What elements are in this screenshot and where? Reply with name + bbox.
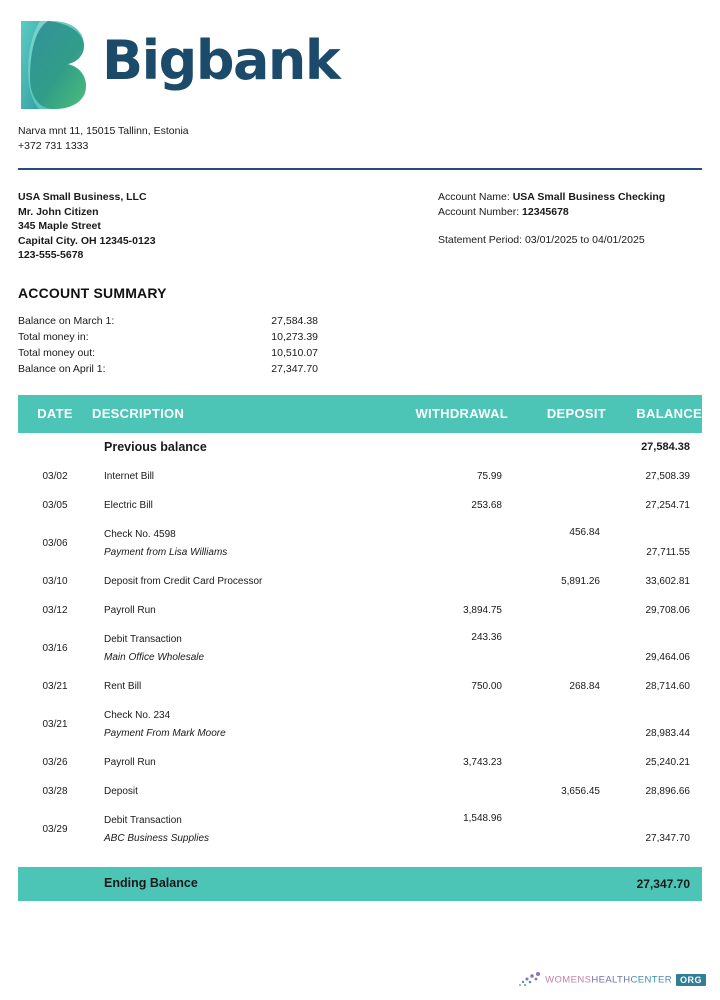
spacer-cell <box>18 853 92 867</box>
transactions-table-body <box>18 433 702 901</box>
cell-withdrawal <box>388 567 508 596</box>
cell-withdrawal: 3,894.75 <box>463 604 502 616</box>
cell-withdrawal: 1,548.96 <box>463 812 502 824</box>
cell-withdrawal <box>388 433 508 462</box>
watermark-part1: WOMENS <box>545 974 592 986</box>
table-row <box>18 806 702 853</box>
parties-section <box>0 170 720 263</box>
cell-deposit <box>508 806 606 853</box>
summary-label: Total money out: <box>18 346 96 359</box>
bank-name: Bigbank <box>102 29 340 92</box>
customer-address-block <box>18 190 438 263</box>
table-row <box>18 520 702 567</box>
statement-header <box>0 0 720 112</box>
description-main: Internet Bill <box>104 470 155 482</box>
cell-date: 03/16 <box>42 642 68 654</box>
statement-period-label: Statement Period: <box>438 234 523 246</box>
customer-line: Mr. John Citizen <box>18 205 99 218</box>
cell-deposit <box>508 701 606 748</box>
cell-description <box>92 625 388 672</box>
cell-date <box>18 867 92 901</box>
summary-row <box>18 329 702 345</box>
cell-withdrawal <box>388 701 508 748</box>
summary-label: Balance on March 1: <box>18 314 115 327</box>
cell-deposit: 3,656.45 <box>561 785 600 797</box>
cell-balance: 27,254.71 <box>645 499 690 511</box>
summary-value: 10,273.39 <box>271 330 318 343</box>
table-row <box>18 701 702 748</box>
spacer-cell <box>606 853 702 867</box>
table-row <box>18 672 702 701</box>
account-summary-section <box>0 263 720 377</box>
description-sub: Payment from Lisa Williams <box>104 546 228 558</box>
cell-deposit <box>508 867 606 901</box>
cell-withdrawal: 3,743.23 <box>463 756 502 768</box>
summary-value: 27,347.70 <box>271 362 318 375</box>
cell-balance: 27,347.70 <box>645 832 690 844</box>
cell-description <box>92 462 388 491</box>
watermark-part2: HEALTH <box>591 974 631 986</box>
summary-label: Balance on April 1: <box>18 362 106 375</box>
summary-value: 10,510.07 <box>271 346 318 359</box>
cell-date: 03/21 <box>42 680 68 692</box>
summary-value: 27,584.38 <box>271 314 318 327</box>
cell-ending-balance: 27,347.70 <box>606 867 702 901</box>
cell-date: 03/10 <box>42 575 68 587</box>
cell-description <box>92 596 388 625</box>
cell-deposit <box>508 491 606 520</box>
bank-street-address: Narva mnt 11, 15015 Tallinn, Estonia <box>18 125 189 137</box>
account-info-block <box>438 190 702 263</box>
cell-date: 03/05 <box>42 499 68 511</box>
description-main: Check No. 234 <box>104 709 171 721</box>
table-header-row <box>18 395 702 433</box>
customer-line: USA Small Business, LLC <box>18 191 147 203</box>
cell-withdrawal <box>388 777 508 806</box>
cell-description <box>92 701 388 748</box>
cell-date: 03/06 <box>42 537 68 549</box>
cell-deposit <box>508 596 606 625</box>
description-sub: Payment From Mark Moore <box>104 727 226 739</box>
column-header-deposit: DEPOSIT <box>508 395 606 433</box>
table-row <box>18 462 702 491</box>
account-summary-title: ACCOUNT SUMMARY <box>18 284 167 301</box>
transactions-table-head <box>18 395 702 433</box>
table-row <box>18 748 702 777</box>
cell-withdrawal: 243.36 <box>471 631 502 643</box>
cell-deposit <box>508 748 606 777</box>
description-main: Deposit from Credit Card Processor <box>104 575 263 587</box>
cell-deposit: 456.84 <box>569 526 600 538</box>
table-row <box>18 567 702 596</box>
spacer-cell <box>508 853 606 867</box>
account-number-label: Account Number: <box>438 205 520 218</box>
cell-date: 03/02 <box>42 470 68 482</box>
description-main: Deposit <box>104 785 138 797</box>
column-header-withdrawal: WITHDRAWAL <box>388 395 508 433</box>
watermark-text <box>545 974 706 986</box>
table-row-previous-balance <box>18 433 702 462</box>
summary-row <box>18 345 702 361</box>
account-name-row <box>438 190 702 205</box>
cell-withdrawal: 253.68 <box>471 499 502 511</box>
cell-balance: 27,711.55 <box>646 546 690 558</box>
description-main: Payroll Run <box>104 756 156 768</box>
description-main: Electric Bill <box>104 499 153 511</box>
cell-withdrawal <box>388 867 508 901</box>
cell-balance: 28,983.44 <box>645 727 690 739</box>
cell-withdrawal <box>388 520 508 567</box>
cell-description <box>92 672 388 701</box>
cell-date <box>18 433 92 462</box>
bank-address-block <box>0 112 720 154</box>
transactions-section <box>0 377 720 901</box>
cell-balance: 33,602.81 <box>645 575 690 587</box>
watermark-part3: CENTER <box>630 974 672 986</box>
description-main: Rent Bill <box>104 680 142 692</box>
cell-date: 03/12 <box>42 604 68 616</box>
statement-period-value: 03/01/2025 to 04/01/2025 <box>524 234 645 246</box>
cell-description: Previous balance <box>104 439 207 454</box>
table-spacer-row <box>18 853 702 867</box>
summary-label: Total money in: <box>18 330 89 343</box>
cell-balance: 29,708.06 <box>645 604 690 616</box>
cell-deposit <box>508 433 606 462</box>
customer-line: 123-555-5678 <box>18 249 84 261</box>
cell-balance: 27,584.38 <box>641 441 690 453</box>
cell-description <box>92 806 388 853</box>
spacer-cell <box>388 853 508 867</box>
cell-date: 03/29 <box>42 823 68 835</box>
account-summary-rows <box>18 313 702 377</box>
cell-description <box>92 567 388 596</box>
cell-balance: 27,508.39 <box>645 470 690 482</box>
cell-ending-label: Ending Balance <box>92 867 388 901</box>
table-row <box>18 625 702 672</box>
customer-line: Capital City. OH 12345-0123 <box>18 234 156 247</box>
watermark-dots-icon <box>517 971 543 989</box>
description-main: Payroll Run <box>104 604 156 616</box>
account-number-row <box>438 205 702 220</box>
column-header-date: DATE <box>18 395 92 433</box>
cell-balance: 28,714.60 <box>645 680 690 692</box>
cell-date: 03/28 <box>42 785 68 797</box>
account-number-value: 12345678 <box>522 205 569 218</box>
statement-period-row <box>438 233 702 248</box>
watermark-org-badge: ORG <box>676 974 706 986</box>
description-sub: Main Office Wholesale <box>104 651 205 663</box>
customer-line: 345 Maple Street <box>18 220 101 232</box>
description-sub: ABC Business Supplies <box>104 832 210 844</box>
description-main: Debit Transaction <box>104 814 182 826</box>
cell-description <box>92 777 388 806</box>
cell-deposit <box>508 462 606 491</box>
spacer-cell <box>92 853 388 867</box>
site-watermark <box>517 970 706 990</box>
cell-date: 03/26 <box>42 756 68 768</box>
summary-row <box>18 361 702 377</box>
cell-description <box>92 748 388 777</box>
column-header-balance: BALANCE <box>606 395 702 433</box>
column-header-description: DESCRIPTION <box>92 395 388 433</box>
cell-balance: 29,464.06 <box>645 651 690 663</box>
cell-withdrawal: 75.99 <box>476 470 502 482</box>
cell-deposit <box>508 625 606 672</box>
transactions-table <box>18 395 702 901</box>
cell-description <box>92 520 388 567</box>
table-row-ending-balance <box>18 867 702 901</box>
description-main: Debit Transaction <box>104 633 182 645</box>
account-name-value: USA Small Business Checking <box>512 191 666 203</box>
cell-balance: 28,896.66 <box>645 785 690 797</box>
cell-withdrawal: 750.00 <box>471 680 502 692</box>
account-name-label: Account Name: <box>438 191 510 203</box>
table-row <box>18 777 702 806</box>
cell-description <box>92 491 388 520</box>
cell-date: 03/21 <box>42 718 68 730</box>
bigbank-b-logo-icon <box>18 18 88 112</box>
summary-row <box>18 313 702 329</box>
cell-balance: 25,240.21 <box>645 756 690 768</box>
cell-deposit: 268.84 <box>569 680 600 692</box>
bank-phone: +372 731 1333 <box>18 140 89 152</box>
cell-deposit: 5,891.26 <box>561 575 600 587</box>
description-main: Check No. 4598 <box>104 528 176 540</box>
table-row <box>18 491 702 520</box>
table-row <box>18 596 702 625</box>
